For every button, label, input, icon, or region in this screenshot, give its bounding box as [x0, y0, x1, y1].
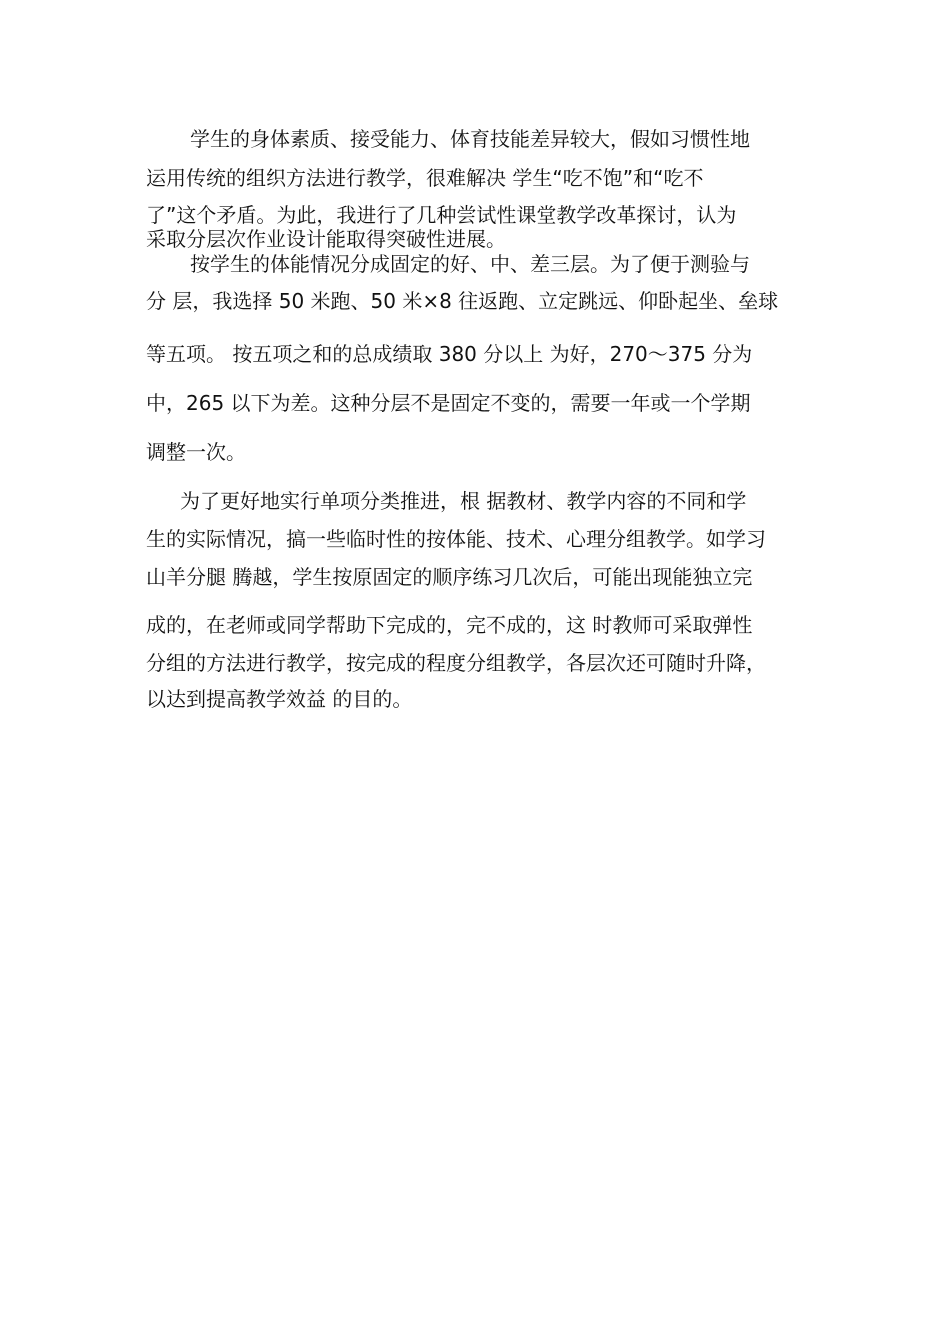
paragraph-3-line-4: 成的，在老师或同学帮助下完成的，完不成的，这 时教师可采取弹性	[146, 613, 753, 637]
paragraph-3-line-2: 生的实际情况，搞一些临时性的按体能、技术、心理分组教学。如学习	[146, 527, 766, 551]
paragraph-1-line-4: 采取分层次作业设计能取得突破性进展。	[146, 227, 506, 251]
paragraph-2-line-2: 分 层，我选择 50 米跑、50 米×8 往返跑、立定跳远、仰卧起坐、垒球	[146, 289, 779, 313]
paragraph-3-line-1: 为了更好地实行单项分类推进，根 据教材、教学内容的不同和学	[180, 489, 747, 513]
paragraph-2-line-1: 按学生的体能情况分成固定的好、中、差三层。为了便于测验与	[190, 252, 750, 276]
paragraph-2-line-3: 等五项。 按五项之和的总成绩取 380 分以上 为好，270～375 分为	[146, 342, 753, 366]
paragraph-3-line-6: 以达到提高教学效益 的目的。	[146, 687, 413, 711]
paragraph-3-line-5: 分组的方法进行教学，按完成的程度分组教学，各层次还可随时升降，	[146, 651, 766, 675]
paragraph-1-line-3: 了”这个矛盾。为此，我进行了几种尝试性课堂教学改革探讨，认为	[146, 203, 737, 227]
paragraph-1-line-2: 运用传统的组织方法进行教学，很难解决 学生“吃不饱”和“吃不	[146, 166, 704, 190]
paragraph-3-line-3: 山羊分腿 腾越，学生按原固定的顺序练习几次后，可能出现能独立完	[146, 565, 753, 589]
paragraph-2-line-4: 中，265 以下为差。这种分层不是固定不变的，需要一年或一个学期	[146, 391, 751, 415]
paragraph-1-line-1: 学生的身体素质、接受能力、体育技能差异较大，假如习惯性地	[190, 127, 750, 151]
paragraph-2-line-5: 调整一次。	[146, 440, 246, 464]
